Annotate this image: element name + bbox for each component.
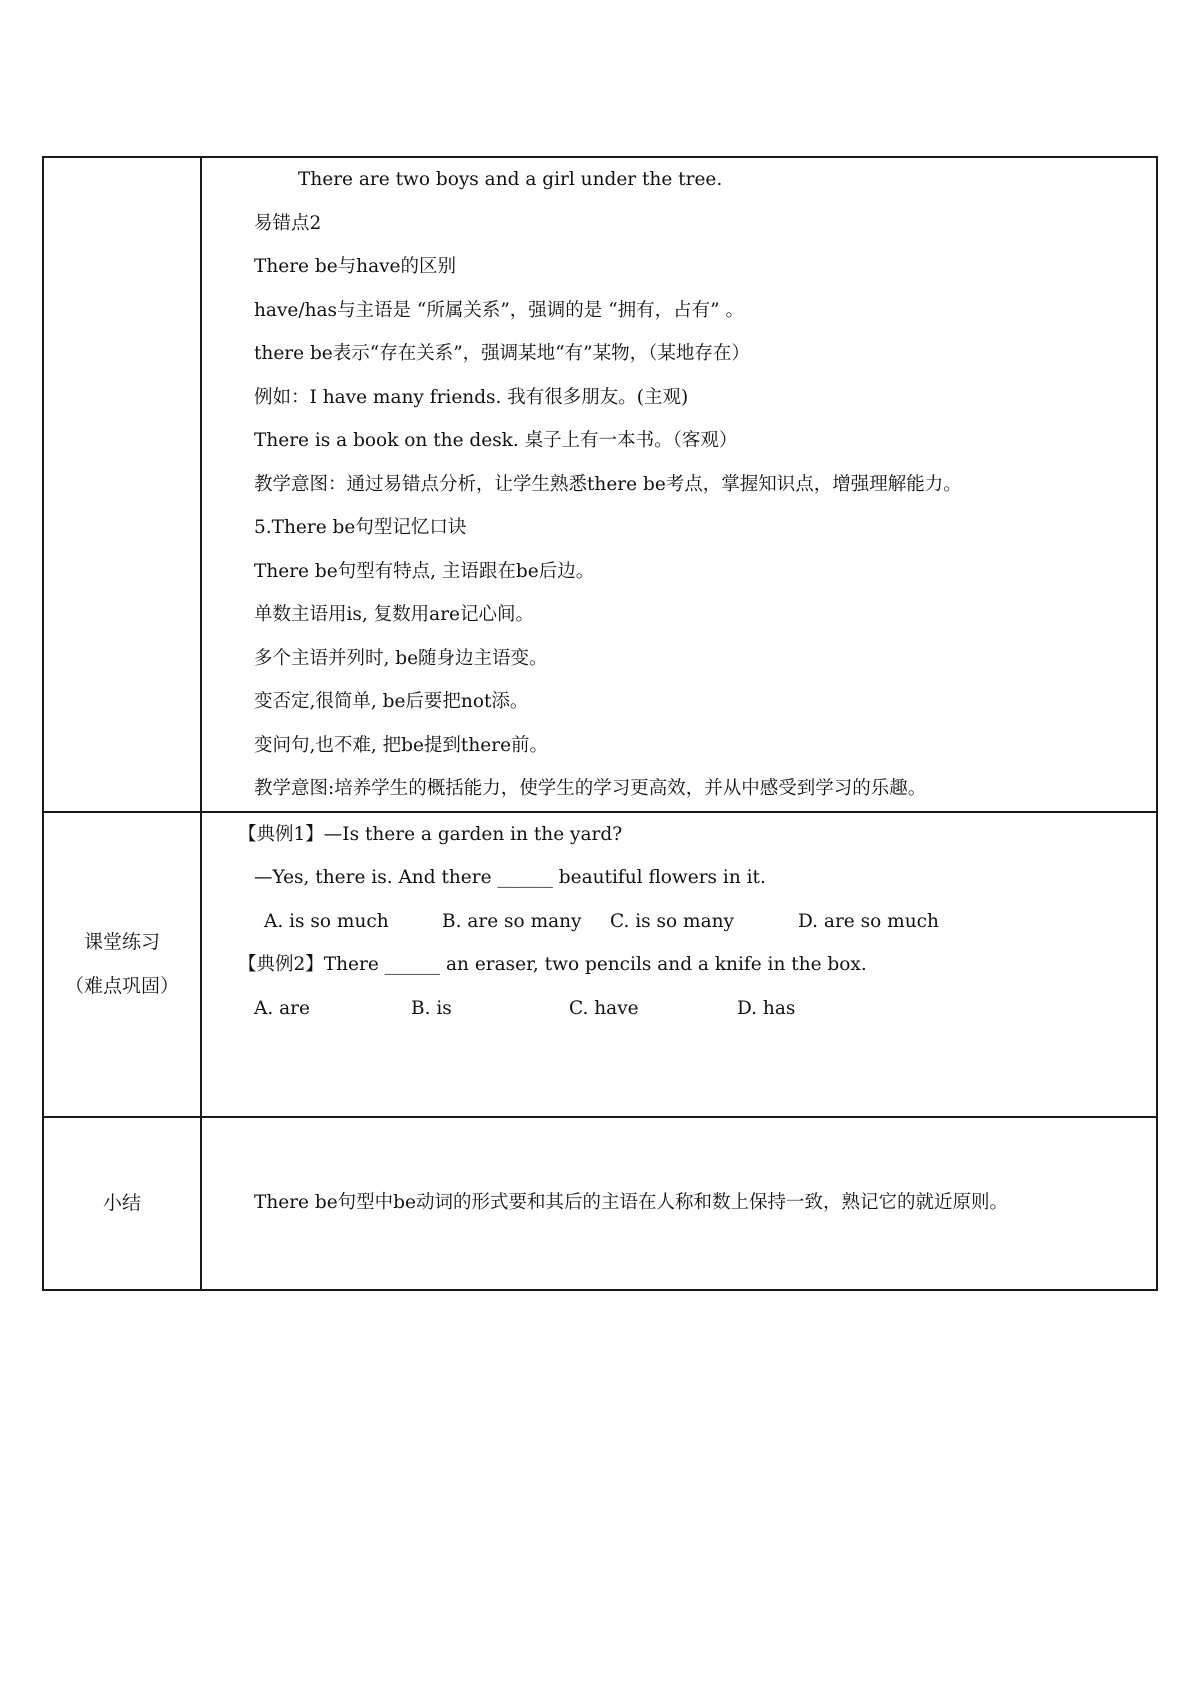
example2-choice-d: D. has: [737, 997, 796, 1019]
practice-row: [43, 812, 1157, 1117]
example1-question: 【典例1】—Is there a garden in the yard?: [238, 823, 623, 845]
difference-heading: There be与have的区别: [254, 256, 457, 277]
teaching-intent-2: 教学意图:培养学生的概括能力，使学生的学习更高效，并从中感受到学习的乐趣。: [254, 778, 927, 799]
example-have: 例如：I have many friends. 我有很多朋友。(主观): [254, 386, 689, 408]
example1-answer: —Yes, there is. And there ______ beautiful flowers in it.: [254, 867, 766, 888]
mnemonic-line-4: 变否定,很简单, be后要把not添。: [254, 691, 529, 712]
example1-choice-b: B. are so many: [442, 910, 582, 932]
summary-text: There be句型中be动词的形式要和其后的主语在人称和数上保持一致，熟记它的就近原则。: [254, 1192, 1008, 1214]
practice-label-cell: [43, 812, 201, 1117]
practice-sublabel: （难点巩固）: [64, 975, 179, 997]
notes-content-cell: [201, 157, 1157, 812]
mnemonic-line-2: 单数主语用is, 复数用are记心间。: [254, 604, 534, 625]
notes-label-cell: [43, 157, 201, 812]
example1-choice-d: D. are so much: [798, 910, 939, 932]
example2-choice-c: C. have: [569, 997, 639, 1019]
example1-choice-a: A. is so much: [264, 910, 389, 932]
mnemonic-line-3: 多个主语并列时, be随身边主语变。: [254, 647, 548, 669]
summary-row: [43, 1117, 1157, 1290]
summary-label-cell: [43, 1117, 201, 1290]
error-point-heading: 易错点2: [254, 212, 322, 234]
example-sentence: There are two boys and a girl under the tree.: [298, 169, 723, 190]
example2-choice-a: A. are: [254, 997, 310, 1019]
example2-choices: [202, 987, 1156, 1031]
mnemonic-heading: 5.There be句型记忆口诀: [254, 517, 467, 538]
mnemonic-line-1: There be句型有特点, 主语跟在be后边。: [254, 560, 595, 582]
practice-label: 课堂练习: [83, 931, 160, 953]
summary-label: 小结: [102, 1192, 141, 1214]
example2-choice-b: B. is: [411, 997, 452, 1019]
teaching-intent-1: 教学意图：通过易错点分析，让学生熟悉there be考点，掌握知识点，增强理解能力。: [254, 473, 962, 495]
mnemonic-line-5: 变问句,也不难, 把be提到there前。: [254, 734, 549, 756]
there-be-explanation: there be表示“存在关系”，强调某地“有”某物，（某地存在）: [254, 343, 750, 364]
example-there-is: There is a book on the desk. 桌子上有一本书。（客观）: [254, 430, 738, 451]
practice-content-cell: [201, 812, 1157, 1117]
notes-row: [43, 157, 1157, 812]
have-explanation: have/has与主语是 “所属关系”，强调的是 “拥有，占有” 。: [254, 299, 744, 321]
example1-choices: [202, 900, 1156, 944]
example2-question: 【典例2】There ______ an eraser, two pencils and a knife in the box.: [238, 954, 867, 975]
lesson-table: [42, 156, 1158, 1291]
example1-choice-c: C. is so many: [610, 910, 734, 932]
summary-content-cell: [201, 1117, 1157, 1290]
